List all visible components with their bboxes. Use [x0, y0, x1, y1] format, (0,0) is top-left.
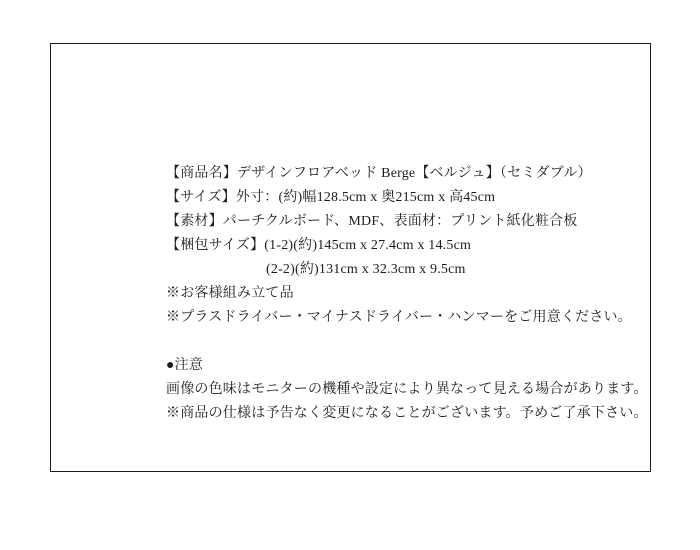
product-description [166, 162, 666, 426]
package-size-line-1: 【梱包サイズ】(1-2)(約)145cm x 27.4cm x 14.5cm [166, 238, 472, 253]
blank-line [166, 330, 666, 354]
tools-note: ※プラスドライバー・マイナスドライバー・ハンマーをご用意ください。 [166, 310, 632, 325]
product-material-line: 【素材】パーチクルボード、MDF、表面材：プリント紙化粧合板 [166, 214, 578, 229]
assembly-note: ※お客様組み立て品 [166, 286, 294, 301]
product-size-line: 【サイズ】外寸：(約)幅128.5cm x 奥215cm x 高45cm [166, 190, 496, 205]
content-frame [50, 43, 651, 472]
package-size-line-2: (2-2)(約)131cm x 32.3cm x 9.5cm [266, 262, 466, 277]
product-name-line: 【商品名】デザインフロアベッド Berge【ベルジュ】（セミダブル） [166, 166, 592, 181]
caution-spec-change-note: ※商品の仕様は予告なく変更になることがございます。予めご了承下さい。 [166, 406, 648, 421]
caution-monitor-note: 画像の色味はモニターの機種や設定により異なって見える場合があります。 [166, 382, 648, 397]
caution-heading: ●注意 [166, 358, 204, 373]
